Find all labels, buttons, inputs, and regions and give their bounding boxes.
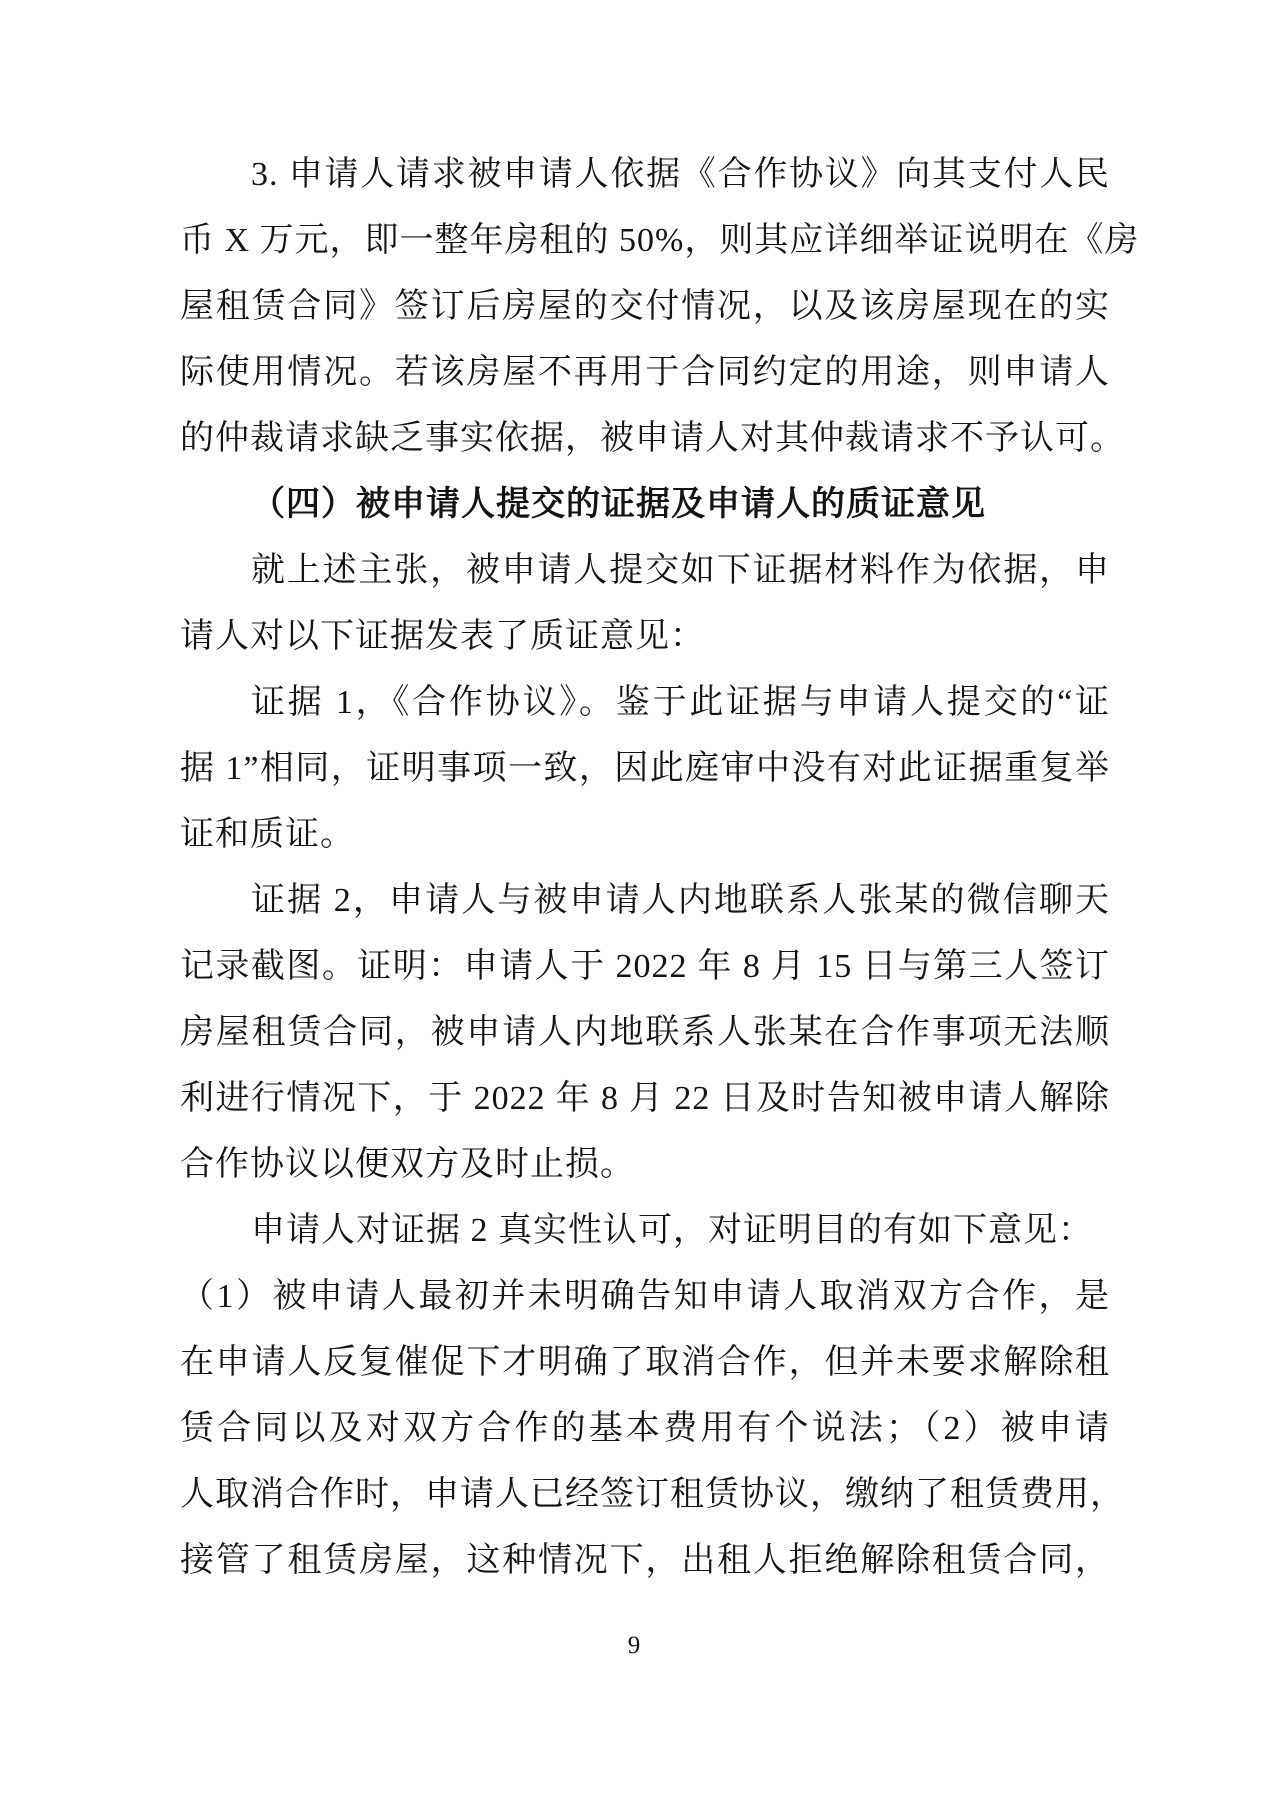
text-line: 的仲裁请求缺乏事实依据，被申请人对其仲裁请求不予认可。 [180,420,1125,457]
text-line: 在申请人反复催促下才明确了取消合作，但并未要求解除租 [180,1344,1110,1381]
text-line: 申请人对证据 2 真实性认可，对证明目的有如下意见： [251,1212,1093,1249]
text-line: 证据 2，申请人与被申请人内地联系人张某的微信聊天 [251,882,1110,919]
page-body-text [180,142,1140,1594]
page-number: 9 [627,1632,641,1659]
text-line: 利进行情况下，于 2022 年 8 月 22 日及时告知被申请人解除 [180,1080,1110,1117]
text-line: 证和质证。 [180,816,355,853]
text-line: 据 1”相同，证明事项一致，因此庭审中没有对此证据重复举 [180,750,1110,787]
text-line: 赁合同以及对双方合作的基本费用有个说法；（2）被申请 [180,1410,1110,1447]
text-line: 合作协议以便双方及时止损。 [180,1146,635,1183]
text-line: 接管了租赁房屋，这种情况下，出租人拒绝解除租赁合同， [180,1542,1110,1579]
text-line: 房屋租赁合同，被申请人内地联系人张某在合作事项无法顺 [180,1014,1110,1051]
text-line: 人取消合作时，申请人已经签订租赁协议，缴纳了租赁费用， [180,1476,1125,1513]
text-line: 证据 1，《合作协议》。鉴于此证据与申请人提交的“证 [251,684,1110,721]
text-line: 币 X 万元，即一整年房租的 50%，则其应详细举证说明在《房 [180,222,1140,259]
text-line: 请人对以下证据发表了质证意见： [180,618,705,655]
text-line: 际使用情况。若该房屋不再用于合同约定的用途，则申请人 [180,354,1110,391]
text-line: 记录截图。证明：申请人于 2022 年 8 月 15 日与第三人签订 [180,948,1110,985]
text-line: 3. 申请人请求被申请人依据《合作协议》向其支付人民 [251,156,1110,193]
text-line: 屋租赁合同》签订后房屋的交付情况，以及该房屋现在的实 [180,288,1110,325]
section-heading: （四）被申请人提交的证据及申请人的质证意见 [251,486,986,523]
text-line: 就上述主张，被申请人提交如下证据材料作为依据，申 [251,552,1110,589]
text-line: （1）被申请人最初并未明确告知申请人取消双方合作，是 [180,1278,1110,1315]
